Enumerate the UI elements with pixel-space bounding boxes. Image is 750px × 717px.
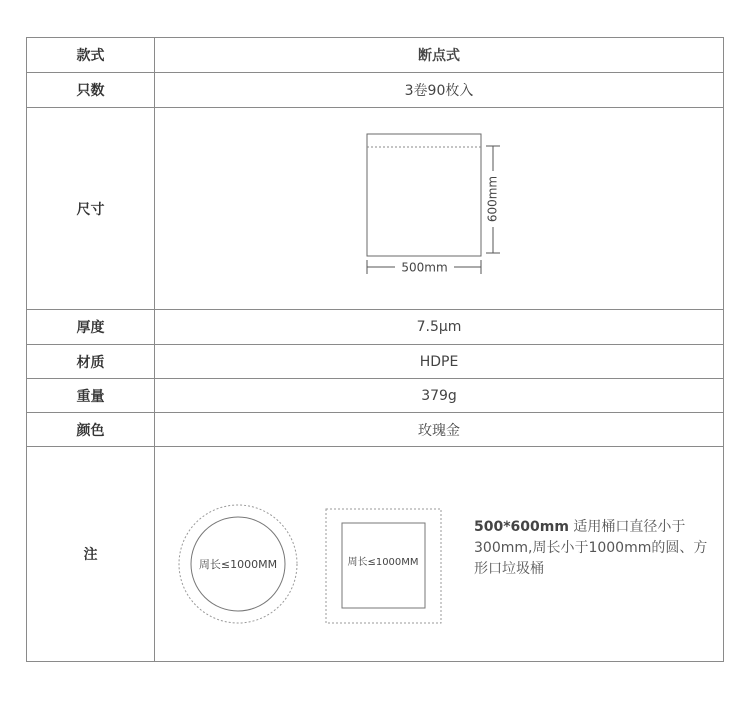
row-value-material: HDPE — [155, 345, 724, 379]
table-row — [27, 345, 724, 379]
size-diagram-cell — [155, 108, 724, 310]
row-label-color: 颜色 — [27, 413, 155, 447]
table-row — [27, 108, 724, 310]
row-label-size: 尺寸 — [27, 108, 155, 310]
spec-table — [26, 37, 724, 662]
row-value-thickness: 7.5μm — [155, 310, 724, 345]
table-row — [27, 447, 724, 662]
table-row — [27, 310, 724, 345]
bag-outline — [367, 134, 481, 256]
note-cell — [155, 447, 724, 662]
width-label: 500mm — [401, 260, 448, 275]
row-value-weight: 379g — [155, 379, 724, 413]
row-value-style: 断点式 — [155, 38, 724, 73]
row-label-style: 款式 — [27, 38, 155, 73]
bin-illustrations — [155, 447, 445, 661]
height-label: 600mm — [485, 175, 500, 223]
row-value-color: 玫瑰金 — [155, 413, 724, 447]
row-value-count: 3卷90枚入 — [155, 73, 724, 108]
row-label-thickness: 厚度 — [27, 310, 155, 345]
table-row — [27, 38, 724, 73]
row-label-note: 注 — [27, 447, 155, 662]
row-label-weight: 重量 — [27, 379, 155, 413]
table-row — [27, 413, 724, 447]
table-row — [27, 73, 724, 108]
table-row — [27, 379, 724, 413]
row-label-material: 材质 — [27, 345, 155, 379]
row-label-count: 只数 — [27, 73, 155, 108]
note-description — [474, 517, 714, 580]
circle-label: 周长≤1000MM — [198, 558, 278, 571]
square-label: 周长≤1000MM — [347, 557, 419, 568]
note-content — [155, 447, 723, 661]
note-highlight: 500*600mm — [474, 519, 569, 535]
bag-size-diagram — [155, 108, 724, 309]
note-body: 适用桶口直径小于300mm,周长小于1000mm的圆、方形口垃圾桶 — [474, 519, 708, 577]
